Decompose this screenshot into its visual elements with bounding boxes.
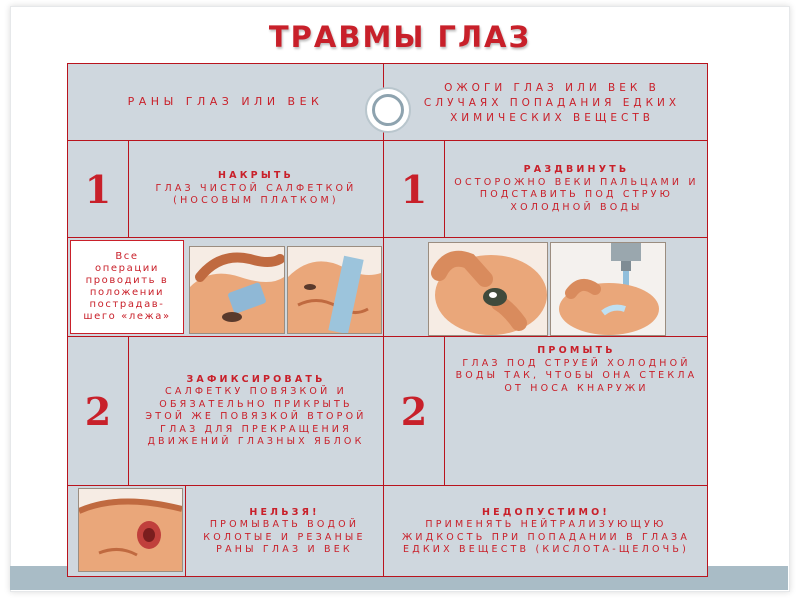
open-eyelids-illustration [428, 242, 548, 336]
prohibition-wounds-body: ПРОМЫВАТЬ ВОДОЙ КОЛОТЫЕ И РЕЗАНЫЕ РАНЫ ГЛАЗ И ВЕК [203, 519, 366, 555]
step-1-burns-body: ОСТОРОЖНО ВЕКИ ПАЛЬЦАМИ И ПОДСТАВИТЬ ПОД СТРУЮ ХОЛОДНОЙ ВОДЫ [454, 176, 699, 213]
step-2-burns-number: 2 [400, 388, 428, 434]
step-2-burns-text [445, 337, 708, 485]
first-aid-table [67, 63, 708, 577]
step-1-burns-number: 1 [400, 166, 428, 212]
step-1-wounds-body: ГЛАЗ ЧИСТОЙ САЛФЕТКОЙ (НОСОВЫМ ПЛАТКОМ) [155, 182, 357, 207]
step-2-wounds-title: ЗАФИКСИРОВАТЬ [186, 373, 326, 385]
cover-eye-illustration [189, 246, 285, 334]
step-2-burns-body: ГЛАЗ ПОД СТРУЕЙ ХОЛОДНОЙ ВОДЫ ТАК, ЧТОБЫ ОНА СТЕКЛА ОТ НОСА КНАРУЖИ [455, 357, 698, 394]
step-2-wounds-body: САЛФЕТКУ ПОВЯЗКОЙ И ОБЯЗАТЕЛЬНО ПРИКРЫТЬ ЭТОЙ ЖЕ ПОВЯЗКОЙ ВТОРОЙ ГЛАЗ ДЛЯ ПРЕКРАЩЕНИЯ ДВИЖЕНИЙ ГЛАЗНЫХ ЯБЛОК [145, 386, 367, 447]
injured-eye-illustration [78, 488, 183, 572]
header-burns-label: ОЖОГИ ГЛАЗ ИЛИ ВЕК В СЛУЧАЯХ ПОПАДАНИЯ ЕДКИХ ХИМИЧЕСКИХ ВЕЩЕСТВ [423, 81, 681, 124]
step-2-burns-title: ПРОМЫТЬ [537, 345, 616, 356]
prohibition-wounds-text [186, 486, 383, 577]
header-wounds-label: РАНЫ ГЛАЗ ИЛИ ВЕК [127, 95, 324, 108]
step-1-wounds-text [129, 141, 383, 237]
step-2-wounds-text [129, 337, 383, 485]
prohibition-burns-title: НЕДОПУСТИМО! [482, 506, 610, 518]
step-1-burns-text [445, 141, 708, 237]
header-burns [384, 64, 708, 140]
step-1-wounds-title: НАКРЫТЬ [218, 170, 294, 182]
step-1-wounds-number: 1 [84, 166, 112, 212]
header-wounds [68, 64, 383, 140]
slide-title: ТРАВМЫ ГЛАЗ [268, 20, 532, 54]
rinse-eye-illustration [550, 242, 666, 336]
lying-position-note: Все операции проводить в положении пострадав- шего «лежа» [70, 240, 184, 334]
prohibition-wounds-title: НЕЛЬЗЯ! [249, 506, 320, 518]
step-2-wounds-number: 2 [84, 388, 112, 434]
prohibition-burns-body: ПРИМЕНЯТЬ НЕЙТРАЛИЗУЮЩУЮ ЖИДКОСТЬ ПРИ ПОПАДАНИИ В ГЛАЗА ЕДКИХ ВЕЩЕСТВ (КИСЛОТА-ЩЕЛОЧЬ) [401, 519, 691, 555]
prohibition-burns-text [384, 486, 708, 577]
bandage-illustration [287, 246, 382, 334]
step-1-burns-title: РАЗДВИНУТЬ [523, 164, 630, 175]
decorative-ring [365, 87, 411, 133]
